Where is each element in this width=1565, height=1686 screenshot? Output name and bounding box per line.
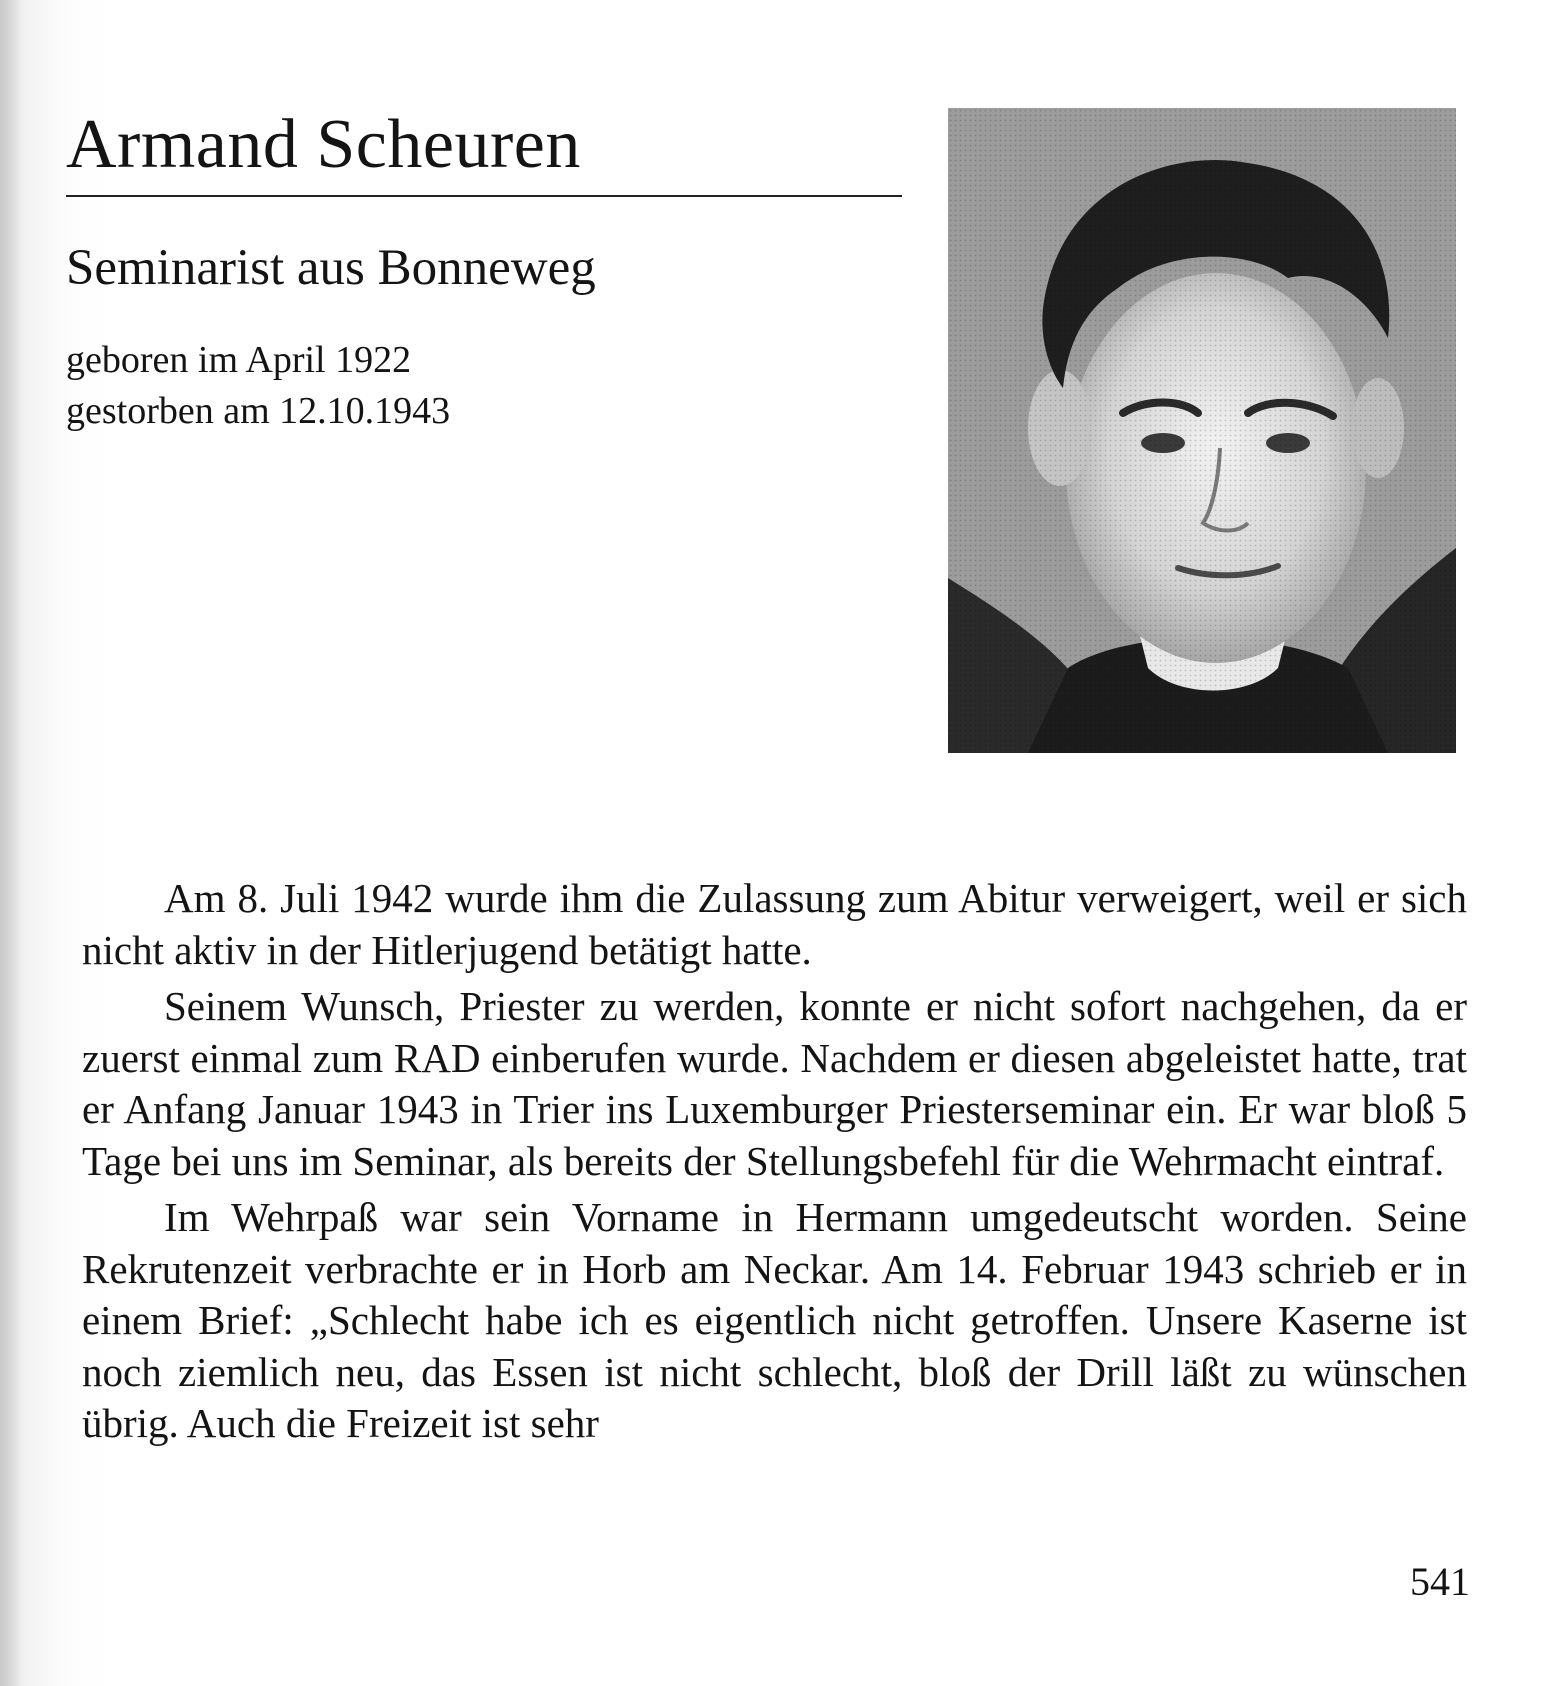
portrait-illustration bbox=[948, 108, 1456, 753]
paragraph-3: Im Wehrpaß war sein Vorname in Hermann umgedeutscht worden. Seine Rekrutenzeit verbrachte er in Horb am Neckar. Am 14. Februar 1943 schrieb er in einem Brief: „Schlecht habe ich es eigentlich nicht getroffen. Unsere Kaserne ist noch ziemlich neu, das Essen ist nicht schlecht, bloß der Drill läßt zu wünschen übrig. Auch die Freizeit ist sehr bbox=[82, 1194, 1467, 1446]
body-text bbox=[82, 873, 1467, 1455]
spine-shadow bbox=[0, 0, 22, 1686]
paragraph-2: Seinem Wunsch, Priester zu werden, konnte er nicht sofort nachgehen, da er zuerst einmal zum RAD einberufen wurde. Nachdem er diesen abgeleistet hatte, trat er Anfang Januar 1943 in Trier ins Luxemburger Priesterseminar ein. Er war bloß 5 Tage bei uns im Seminar, als bereits der Stellungsbefehl für die Wehrmacht eintraf. bbox=[82, 983, 1467, 1184]
page-number: 541 bbox=[1410, 1559, 1470, 1604]
person-name-heading: Armand Scheuren bbox=[66, 106, 581, 183]
paragraph-1: Am 8. Juli 1942 wurde ihm die Zulassung zum Abitur verweigert, weil er sich nicht aktiv in der Hitlerjugend betätigt hatte. bbox=[82, 875, 1467, 973]
life-dates bbox=[66, 335, 450, 437]
heading-divider bbox=[66, 195, 902, 197]
death-date: gestorben am 12.10.1943 bbox=[66, 390, 451, 432]
portrait-photo bbox=[948, 108, 1456, 753]
birth-date: geboren im April 1922 bbox=[66, 339, 412, 381]
person-subtitle: Seminarist aus Bonneweg bbox=[66, 240, 596, 296]
